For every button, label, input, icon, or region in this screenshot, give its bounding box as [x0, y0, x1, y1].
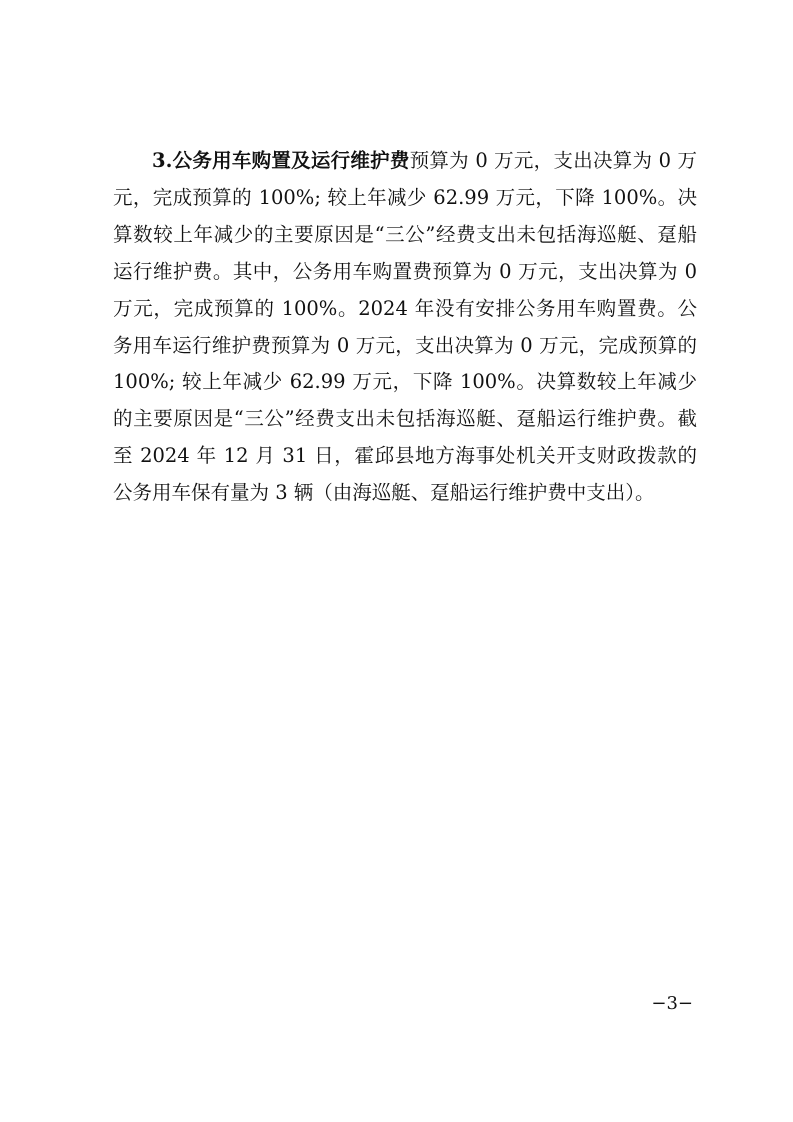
paragraph-body-text: 预算为 0 万元，支出决算为 0 万元，完成预算的 100%; 较上年减少 62.99 万元，下降 100%。决算数较上年减少的主要原因是“三公”经费支出未包括海巡艇、趸船运行维护费。其中，公务用车购置费预算为 0 万元，支出决算为 0 万元，完成预算的 100%。2024 年没有安排公务用车购置费。公务用车运行维护费预算为 0 万元，支出决算为 0 万元，完成预算的 100%; 较上年减少 62.99 万元，下降 100%。决算数较上年减少的主要原因是“三公”经费支出未包括海巡艇、趸船运行维护费。截至 2024 年 12 月 31 日，霍邱县地方海事处机关开支财政拨款的公务用车保有量为 3 辆（由海巡艇、趸船运行维护费中支出）。: [113, 149, 697, 505]
paragraph-vehicle-expenses: [113, 143, 697, 512]
page-number: −3−: [651, 993, 693, 1014]
paragraph-lead-heading: 3.公务用车购置及运行维护费: [152, 149, 410, 172]
